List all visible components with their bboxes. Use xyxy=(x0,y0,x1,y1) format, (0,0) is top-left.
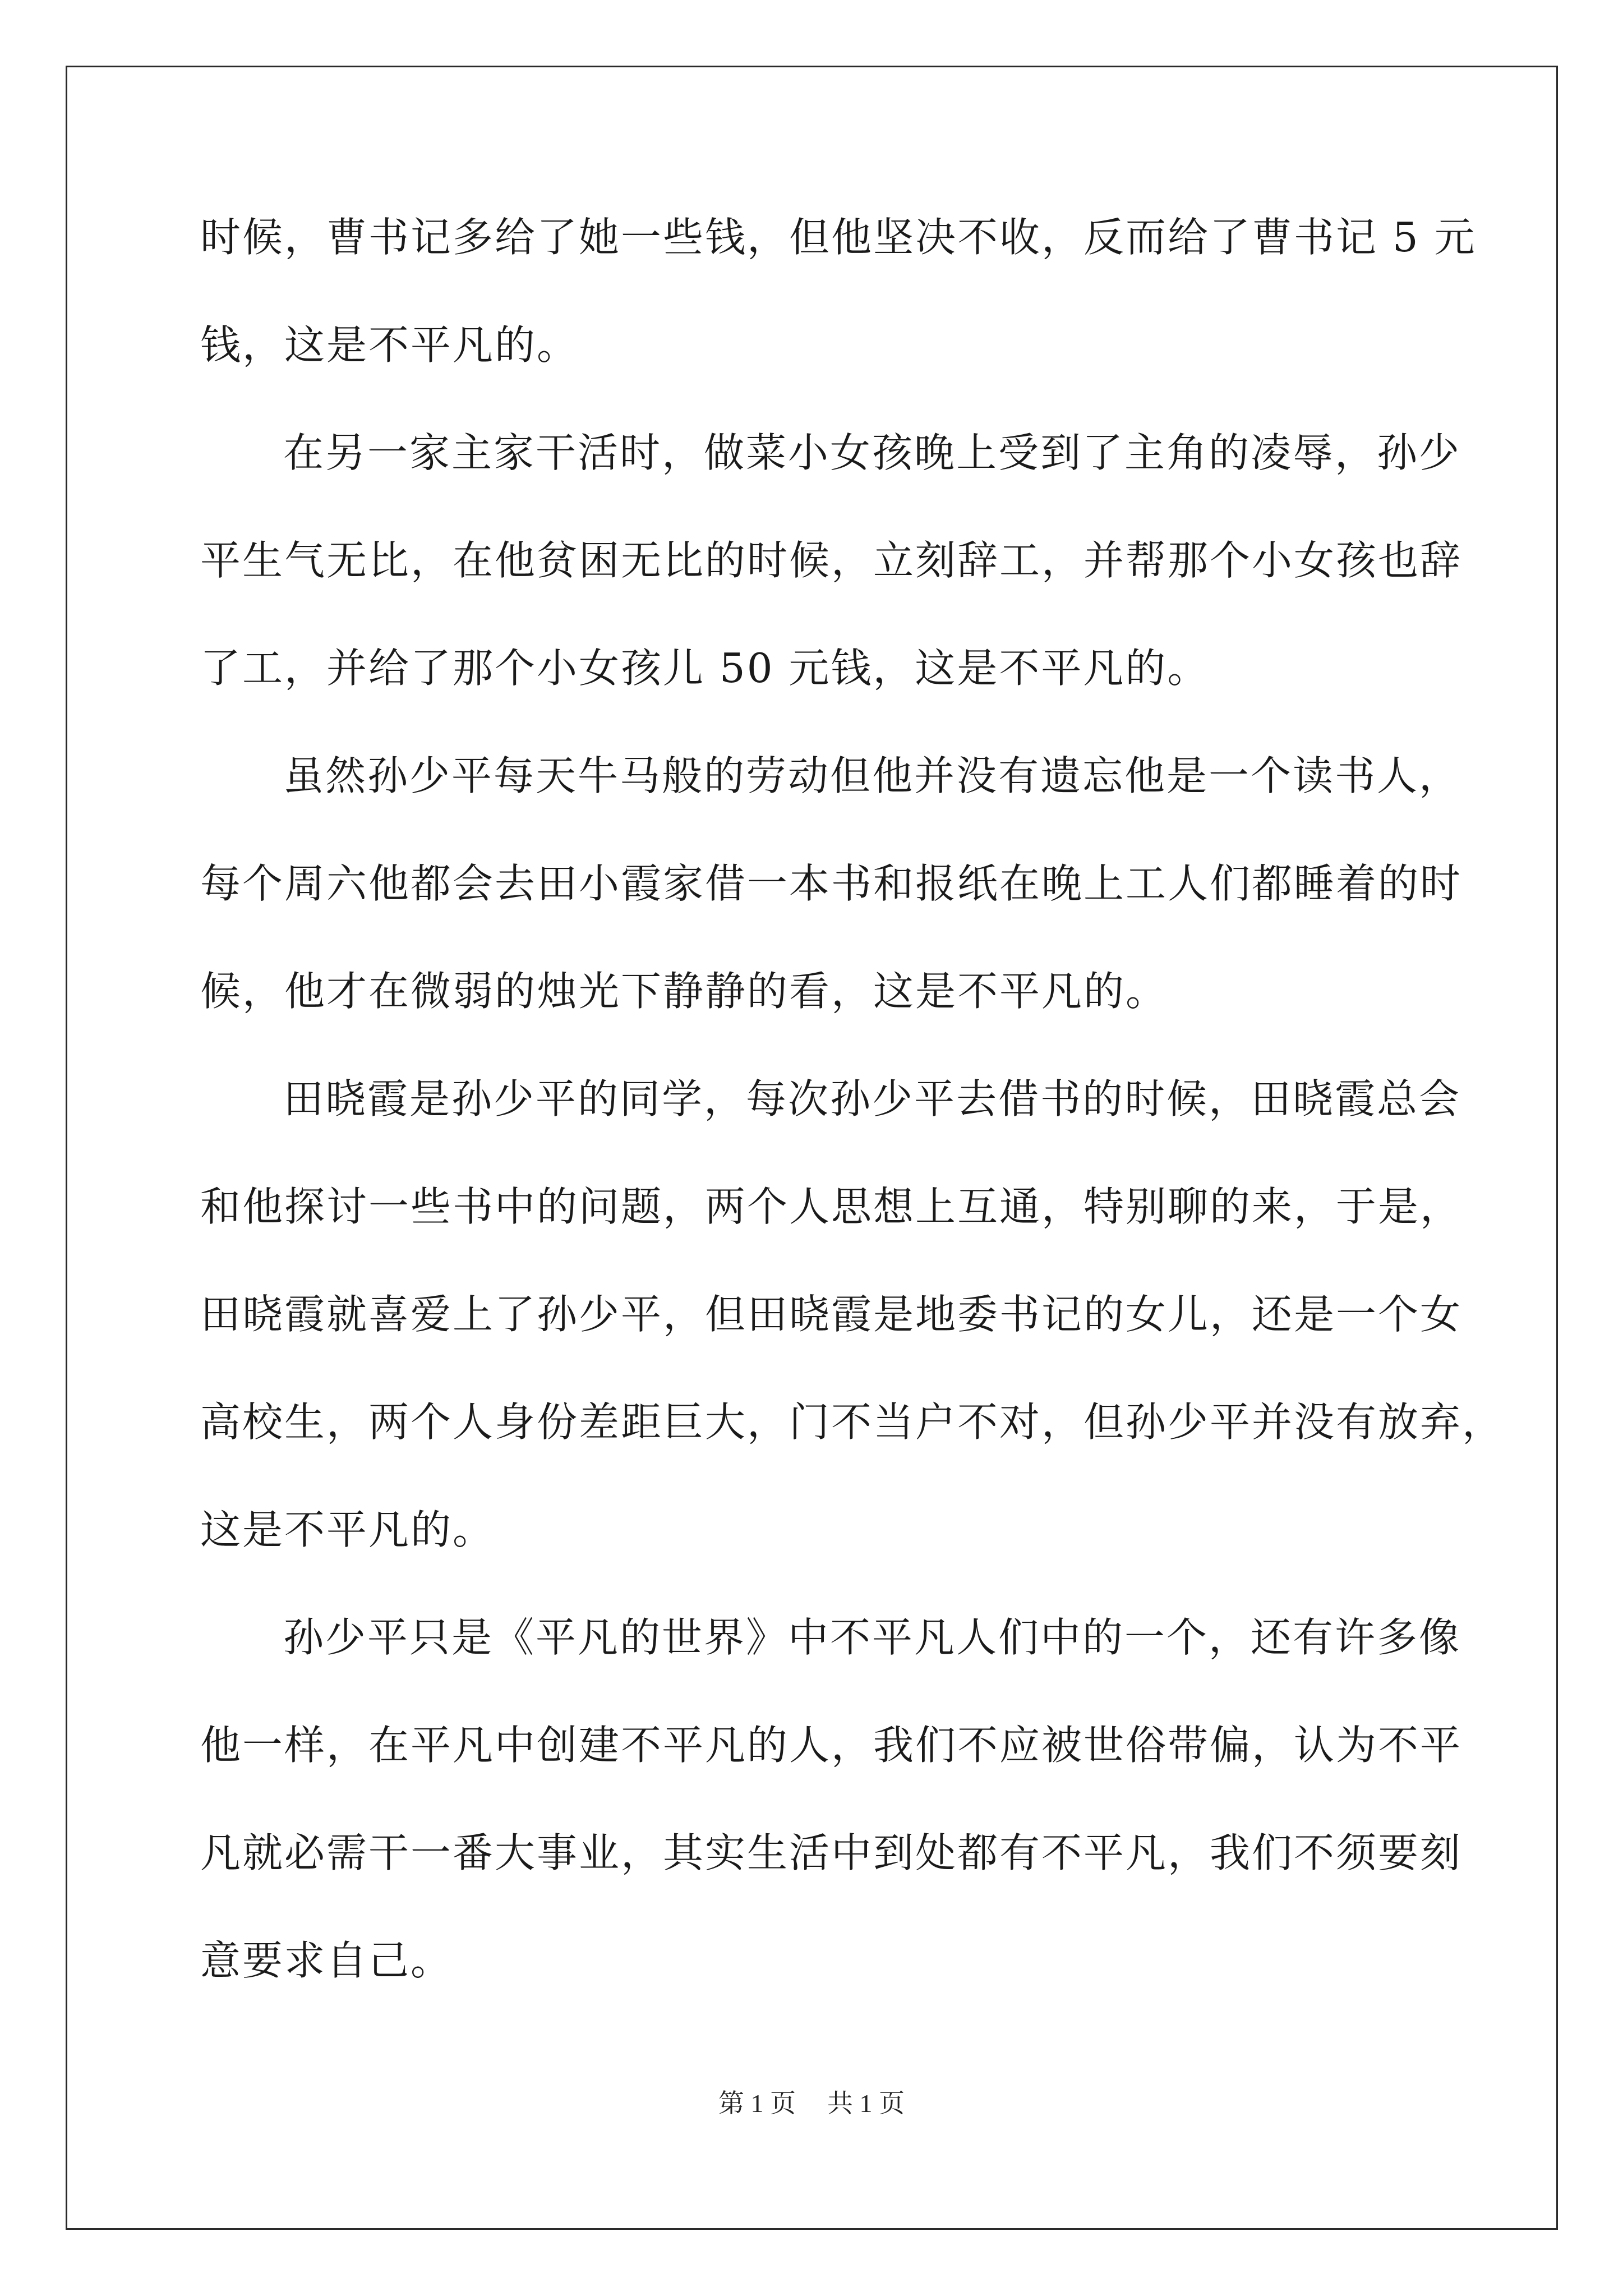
text-line: 平生气无比，在他贫困无比的时候，立刻辞工，并帮那个小女孩也辞 xyxy=(200,537,1463,584)
text-line: 田晓霞就喜爱上了孙少平，但田晓霞是地委书记的女儿，还是一个女 xyxy=(200,1291,1463,1338)
text-line: 凡就必需干一番大事业，其实生活中到处都有不平凡，我们不须要刻 xyxy=(200,1829,1463,1876)
text-line: 时候，曹书记多给了她一些钱，但他坚决不收，反而给了曹书记 5 元 xyxy=(200,214,1477,261)
text-line: 他一样，在平凡中创建不平凡的人，我们不应被世俗带偏，认为不平 xyxy=(200,1722,1463,1769)
text-line: 这是不平凡的。 xyxy=(200,1506,495,1553)
text-line: 了工，并给了那个小女孩儿 50 元钱，这是不平凡的。 xyxy=(200,645,1210,692)
text-line: 和他探讨一些书中的问题，两个人思想上互通，特别聊的来，于是， xyxy=(200,1183,1463,1230)
text-line: 候，他才在微弱的烛光下静静的看，这是不平凡的。 xyxy=(200,968,1168,1015)
text-line: 高校生，两个人身份差距巨大，门不当户不对，但孙少平并没有放弃， xyxy=(200,1398,1505,1446)
text-line: 每个周六他都会去田小霞家借一本书和报纸在晚上工人们都睡着的时 xyxy=(200,860,1463,907)
paragraph-start-line: 虽然孙少平每天牛马般的劳动但他并没有遗忘他是一个读书人， xyxy=(283,752,1461,799)
text-line: 钱，这是不平凡的。 xyxy=(200,321,579,369)
paragraph-start-line: 田晓霞是孙少平的同学，每次孙少平去借书的时候，田晓霞总会 xyxy=(283,1075,1461,1122)
page-number-current: 第 1 页 xyxy=(718,2089,796,2118)
page-number-total: 共 1 页 xyxy=(827,2089,905,2118)
paragraph-start-line: 在另一家主家干活时，做菜小女孩晚上受到了主角的凌辱，孙少 xyxy=(283,429,1461,476)
document-body xyxy=(200,210,1505,2041)
text-line: 意要求自己。 xyxy=(200,1937,453,1984)
page-footer xyxy=(0,2087,1623,2120)
paragraph-start-line: 孙少平只是《平凡的世界》中不平凡人们中的一个，还有许多像 xyxy=(283,1614,1461,1661)
